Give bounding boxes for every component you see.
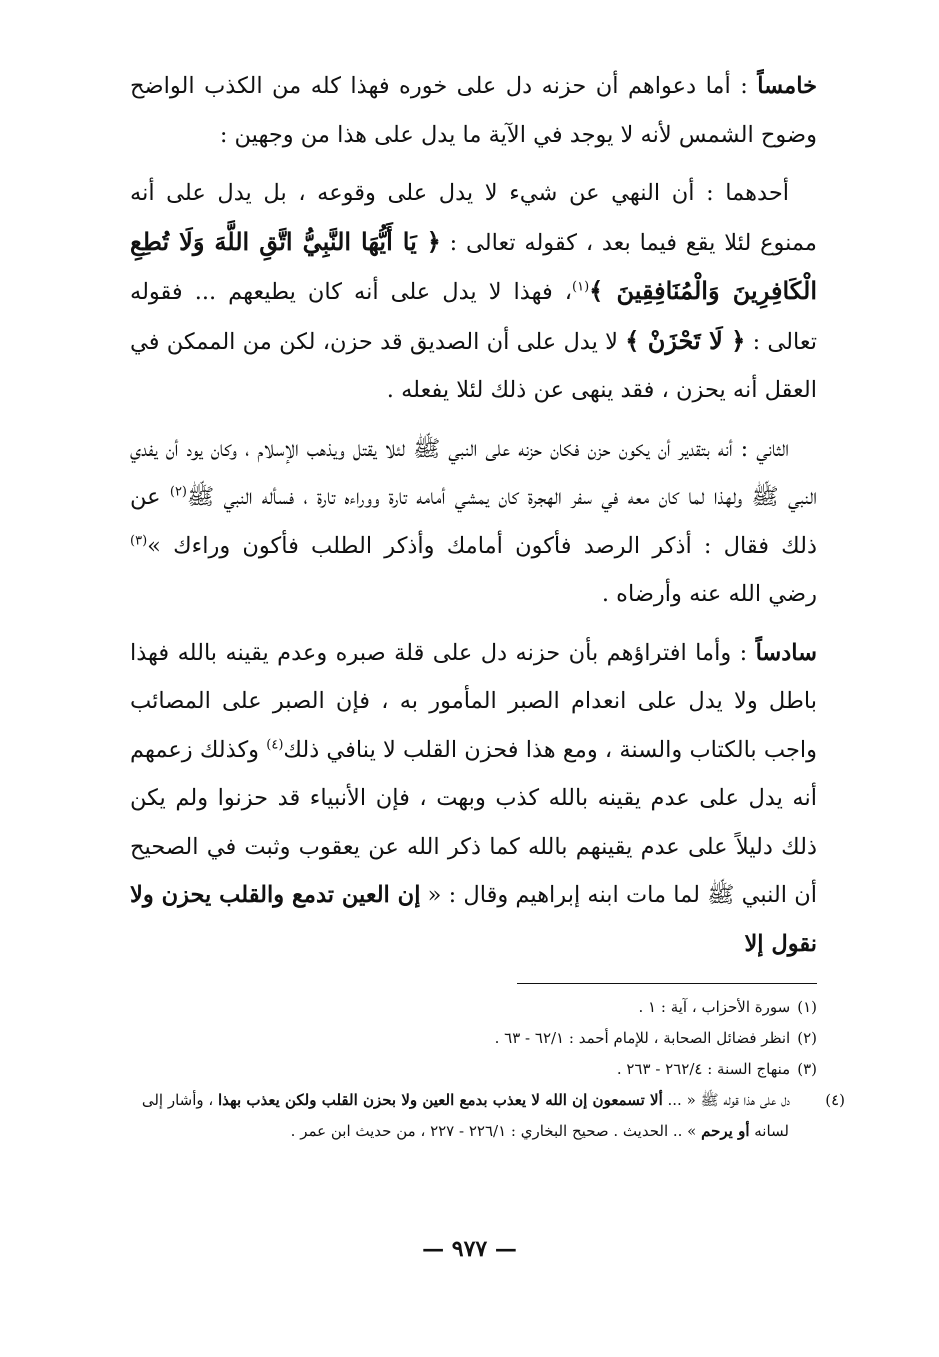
footnote-hadith: ألا تسمعون إن الله لا يعذب بدمع العين ولا بحزن القلب ولكن يعذب بهذا <box>218 1091 663 1109</box>
footnote-ref: (٢) <box>169 484 187 500</box>
footnote-text: انظر فضائل الصحابة ، للإمام أحمد : ٦٢/١ - ٦٣ . <box>494 1029 791 1047</box>
paragraph-sixth <box>130 629 817 969</box>
paragraph-fifth <box>130 62 817 159</box>
paragraph-text: رضي الله عنه وأرضاه . <box>601 581 817 607</box>
footnote-text: ، وأشار إلى لسانه <box>141 1091 789 1140</box>
footnote-2 <box>130 1023 817 1054</box>
paragraph-text: أحدهما : أن النهي عن شيء لا يدل على وقوعه ، بل يدل على أنه ممنوع لئلا يقع فيما بعد ، كقوله تعالى : <box>130 180 817 256</box>
quran-verse: ﴿ لَا تَحْزَنْ ﴾ <box>625 325 746 355</box>
footnote-text: منهاج السنة : ٢٦٢/٤ - ٢٦٣ . <box>616 1060 791 1078</box>
paragraph-text: وكذلك زعمهم أنه يدل على عدم يقينه بالله كذب وبهت ، فإن الأنبياء قد حزنوا ولم يكن ذلك دليلاً على عدم يقينهم بالله كما ذكر الله عن يعقوب وثبت في الصحيح أن النبي ﷺ لما مات ابنه إبراهيم وقال : « <box>130 736 817 908</box>
footnote-ref: (١) <box>572 279 590 295</box>
main-text <box>130 62 817 968</box>
footnote-4 <box>130 1085 845 1147</box>
paragraph-first-point <box>130 169 817 415</box>
footnote-divider <box>517 983 817 984</box>
paragraph-text: : أما دعواهم أن حزنه دل على خوره فهذا كله من الكذب الواضح وضوح الشمس لأنه لا يوجد في الآية ما يدل على هذا من وجهين : <box>130 73 817 148</box>
paragraph-text: : وأما افتراؤهم بأن حزنه دل على قلة صبره وعدم يقينه بالله فهذا باطل ولا يدل على انعدام الصبر المأمور به ، فإن الصبر على المصائب واجب بالكتاب والسنة ، ومع هذا فحزن القلب لا ينافي ذلك <box>130 639 817 763</box>
footnote-number: (٣) <box>797 1060 817 1078</box>
footnote-3 <box>130 1054 817 1085</box>
paragraph-text: ، فهذا لا يدل على أنه كان يطيعهم ... فقوله تعالى : <box>130 279 818 355</box>
footnotes <box>130 992 845 1147</box>
hadith-quote: إن العين تدمع والقلب يحزن ولا نقول إلا <box>130 882 817 957</box>
paragraph-second-point <box>130 425 817 619</box>
footnote-hadith: أو يرحم <box>701 1122 750 1140</box>
paragraph-text: عن ذلك فقال : أذكر الرصد فأكون أمامك وأذكر الطلب فأكون وراءك » <box>130 484 817 559</box>
footnote-text: » .. الحديث . صحيح البخاري : ٢٢٦/١ - ٢٢٧ ، من حديث ابن عمر . <box>290 1122 702 1140</box>
page-number: — ٩٧٧ — <box>422 1236 517 1262</box>
footnote-number: (١) <box>797 998 817 1016</box>
section-lead-fifth: خامساً <box>757 73 817 99</box>
footnote-ref: (٤) <box>266 737 284 752</box>
paragraph-text: الثاني : أنه بتقدير أن يكون حزن فكان حزنه على النبي ﷺ لئلا يقتل ويذهب الإسلام ، وكان يود أن يفدي النبي ﷺ ولهذا لما كان معه في سفر الهجرة كان يمشي أمامه تارة ووراءه تارة ، فسأله النبي ﷺ <box>130 435 817 510</box>
quran-verse: ﴿ يَا أَيُّهَا النَّبِيُّ اتَّقِ اللَّهَ وَلَا تُطِعِ الْكَافِرِينَ وَالْمُنَافِقِينَ ﴾ <box>130 226 817 305</box>
paragraph-text: لا يدل على أن الصديق قد حزن، لكن من الممكن في العقل أنه يحزن ، فقد ينهى عن ذلك لئلا يفعله . <box>130 328 817 403</box>
footnote-number: (٢) <box>797 1029 817 1047</box>
section-lead-sixth: سادساً <box>755 639 817 666</box>
footnote-text: سورة الأحزاب ، آية : ١ . <box>638 998 791 1016</box>
footnote-text: دل على هذا قوله ﷺ « ... <box>662 1091 791 1109</box>
footnote-number: (٤) <box>825 1091 845 1109</box>
footnote-ref: (٣) <box>130 533 148 548</box>
footnote-1 <box>130 992 817 1023</box>
